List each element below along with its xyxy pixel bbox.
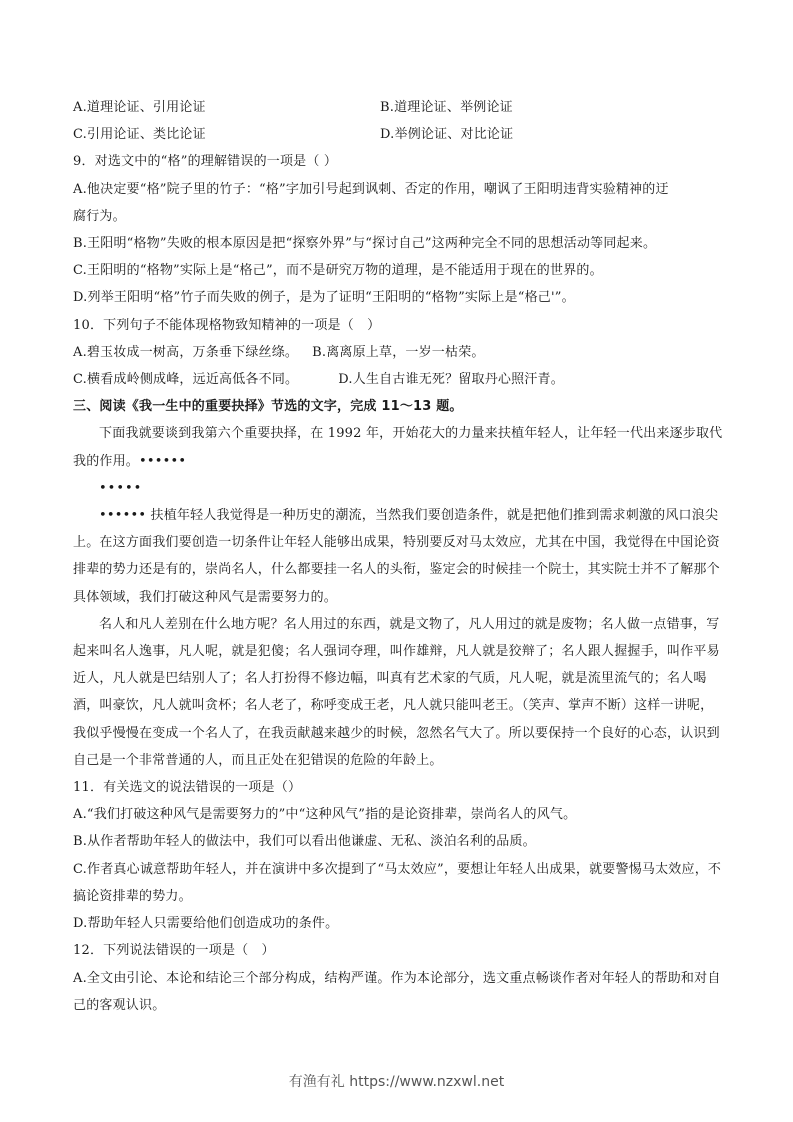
q10-options-row-1 [73,339,725,366]
q8-options-row-2 [73,121,725,148]
q9-option-c: C.王阳明的“格物”实际上是“格己”，而不是研究万物的道理，是不能适用于现在的世界的。 [73,263,603,279]
q10-option-d: D.人生自古谁无死？留取丹心照汗青。 [338,372,564,388]
passage-paragraph-1: 下面我就要谈到我第六个重要抉择，在 1992 年，开始花大的力量来扶植年轻人，让年轻一代出来逐步取代我的作用。•••••• [73,426,723,469]
q8-option-d: D.举例论证、对比论证 [380,127,514,143]
q10-stem: 10．下列句子不能体现格物致知精神的一项是（ ） [73,317,381,333]
q10-option-c: C.横看成岭侧成峰，远近高低各不同。 [73,372,299,388]
passage-paragraph-3: 名人和凡人差别在什么地方呢？名人用过的东西，就是文物了，凡人用过的就是废物；名人做一点错事，写起来叫名人逸事，凡人呢，就是犯傻；名人强词夺理，叫作雄辩，凡人就是狡辩了；名人跟人握握手，叫作平易近人，凡人就是巴结别人了；名人打扮得不修边幅，叫真有艺术家的气质，凡人呢，就是流里流气的；名人喝酒，叫豪饮，凡人就叫贪杯；名人老了，称呼变成王老，凡人就只能叫老王。（笑声、掌声不断）这样一讲呢，我似乎慢慢在变成一个名人了，在我贡献越来越少的时候，忽然名气大了。所以要保持一个良好的心态，认识到自己是一个非常普通的人，而且正处在犯错误的危险的年龄上。 [73,616,720,768]
q9-option-a-line2: 腐行为。 [73,208,126,224]
q10-options-row-2 [73,366,725,393]
q12-stem: 12．下列说法错误的一项是（ ） [73,943,275,959]
q9-stem: 9．对选文中的“格”的理解错误的一项是（ ） [73,154,338,170]
q10-option-b: B.离离原上草，一岁一枯荣。 [312,344,485,360]
watermark-footer: 有渔有礼 https://www.nzxwl.net [288,1074,505,1090]
q8-option-c: C.引用论证、类比论证 [73,127,206,143]
q10-option-a: A.碧玉妆成一树高，万条垂下绿丝绦。 [73,344,299,360]
q11-option-c: C.作者真心诚意帮助年轻人，并在演讲中多次提到了“马太效应”，要想让年轻人出成果，就要警惕马太效应，不搞论资排辈的势力。 [73,861,722,904]
passage-paragraph-2: •••••• 扶植年轻人我觉得是一种历史的潮流，当然我们要创造条件，就是把他们推到需求刺激的风口浪尖上。在这方面我们要创造一切条件让年轻人能够出成果，特别要反对马太效应，尤其在中国，我觉得在中国论资排辈的势力还是有的，崇尚名人，什么都要挂一名人的头衔，鉴定会的时候挂一个院士，其实院士并不了解那个具体领域，我们打破这种风气是需要努力的。 [73,508,720,605]
q8-options-row-1 [73,94,725,121]
q11-option-b: B.从作者帮助年轻人的做法中，我们可以看出他谦虚、无私、淡泊名利的品质。 [73,834,536,850]
q9-option-d: D.列举王阳明“格”竹子而失败的例子，是为了证明“王阳明的“格物”实际上是“格己'”。 [73,290,575,306]
q11-option-d: D.帮助年轻人只需要给他们创造成功的条件。 [73,916,339,932]
q12-option-a: A.全文由引论、本论和结论三个部分构成，结构严谨。作为本论部分，选文重点畅谈作者对年轻人的帮助和对自己的客观认识。 [73,970,721,1013]
q9-option-b: B.王阳明“格物”失败的根本原因是把“探察外界”与“探讨自己”这两种完全不同的思想活动等同起来。 [73,236,657,252]
q11-stem: 11．有关选文的说法错误的一项是（） [73,780,302,796]
passage-ellipsis: ••••• [99,480,143,496]
q11-option-a: A.“我们打破这种风气是需要努力的”中“这种风气”指的是论资排辈，崇尚名人的风气。 [73,807,577,823]
section-3-title: 三、阅读《我一生中的重要抉择》节选的文字，完成 11～13 题。 [73,399,463,415]
exam-page-content [73,94,725,1019]
q9-option-a-line1: A.他决定要“格”院子里的竹子：“格”字加引号起到讽刺、否定的作用，嘲讽了王阳明违背实验精神的迂 [73,181,669,197]
q8-option-b: B.道理论证、举例论证 [380,100,513,115]
q8-option-a: A.道理论证、引用论证 [73,100,206,115]
